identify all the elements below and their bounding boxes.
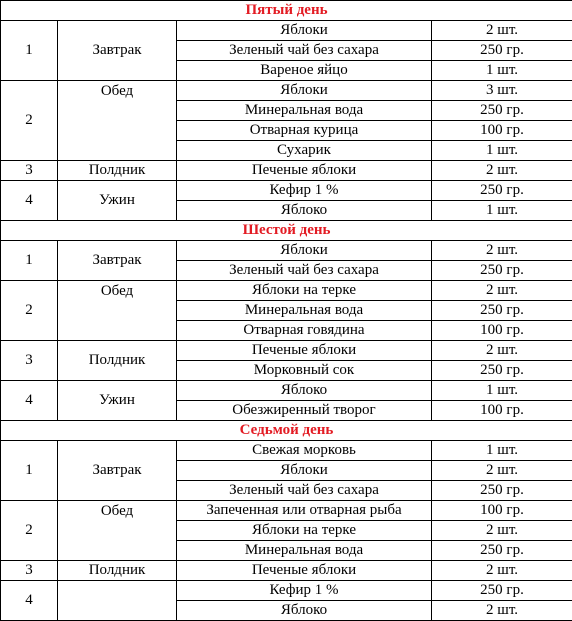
food-item: Минеральная вода [177,101,432,121]
food-item: Зеленый чай без сахара [177,481,432,501]
food-quantity: 250 гр. [432,41,572,61]
food-quantity: 250 гр. [432,361,572,381]
food-item: Минеральная вода [177,541,432,561]
food-quantity: 100 гр. [432,321,572,341]
food-quantity: 100 гр. [432,121,572,141]
food-quantity: 250 гр. [432,101,572,121]
food-quantity: 250 гр. [432,541,572,561]
food-item: Яблоко [177,601,432,621]
food-quantity: 100 гр. [432,401,572,421]
food-quantity: 2 шт. [432,521,572,541]
meal-number: 2 [1,501,58,561]
meal-name: Завтрак [58,21,177,81]
day-header-row [1,221,572,241]
meal-name [58,581,177,621]
food-item: Морковный сок [177,361,432,381]
food-quantity: 250 гр. [432,181,572,201]
meal-name: Завтрак [58,241,177,281]
food-item: Зеленый чай без сахара [177,261,432,281]
meal-item-row [1,441,572,461]
food-item: Отварная курица [177,121,432,141]
food-item: Яблоки [177,241,432,261]
day-header-row [1,421,572,441]
meal-number: 1 [1,21,58,81]
meal-number: 1 [1,241,58,281]
meal-item-row [1,501,572,521]
food-item: Яблоки на терке [177,521,432,541]
food-item: Яблоки на терке [177,281,432,301]
meal-number: 4 [1,381,58,421]
food-quantity: 2 шт. [432,21,572,41]
day-title: Шестой день [1,221,572,241]
meal-item-row [1,21,572,41]
meal-item-row [1,581,572,601]
meal-item-row [1,181,572,201]
food-item: Обезжиренный творог [177,401,432,421]
food-item: Яблоки [177,21,432,41]
food-quantity: 250 гр. [432,581,572,601]
food-item: Зеленый чай без сахара [177,41,432,61]
food-quantity: 2 шт. [432,561,572,581]
food-item: Яблоко [177,381,432,401]
food-quantity: 2 шт. [432,341,572,361]
meal-item-row [1,381,572,401]
meal-name: Ужин [58,381,177,421]
food-quantity: 2 шт. [432,461,572,481]
food-item: Отварная говядина [177,321,432,341]
meal-item-row [1,161,572,181]
day-title: Пятый день [1,1,572,21]
meal-number: 2 [1,81,58,161]
food-quantity: 2 шт. [432,241,572,261]
meal-name: Обед [58,281,177,341]
meal-name: Завтрак [58,441,177,501]
food-item: Сухарик [177,141,432,161]
meal-name: Полдник [58,161,177,181]
food-item: Яблоки [177,81,432,101]
food-item: Запеченная или отварная рыба [177,501,432,521]
food-item: Печеные яблоки [177,161,432,181]
food-quantity: 1 шт. [432,381,572,401]
food-quantity: 1 шт. [432,441,572,461]
food-quantity: 2 шт. [432,161,572,181]
meal-number: 4 [1,581,58,621]
food-item: Кефир 1 % [177,181,432,201]
food-quantity: 2 шт. [432,601,572,621]
meal-number: 4 [1,181,58,221]
food-quantity: 1 шт. [432,201,572,221]
food-item: Печеные яблоки [177,561,432,581]
food-quantity: 250 гр. [432,301,572,321]
food-item: Яблоки [177,461,432,481]
meal-name: Обед [58,81,177,161]
food-quantity: 2 шт. [432,281,572,301]
meal-item-row [1,341,572,361]
meal-item-row [1,81,572,101]
meal-number: 3 [1,161,58,181]
meal-number: 3 [1,561,58,581]
food-quantity: 1 шт. [432,141,572,161]
food-item: Яблоко [177,201,432,221]
meal-name: Ужин [58,181,177,221]
food-item: Минеральная вода [177,301,432,321]
meal-name: Полдник [58,561,177,581]
meal-name: Полдник [58,341,177,381]
meal-number: 1 [1,441,58,501]
food-quantity: 3 шт. [432,81,572,101]
meal-number: 3 [1,341,58,381]
meal-name: Обед [58,501,177,561]
food-quantity: 250 гр. [432,261,572,281]
day-title: Седьмой день [1,421,572,441]
food-item: Свежая морковь [177,441,432,461]
meal-number: 2 [1,281,58,341]
day-header-row [1,1,572,21]
food-item: Кефир 1 % [177,581,432,601]
food-quantity: 1 шт. [432,61,572,81]
meal-item-row [1,241,572,261]
food-quantity: 250 гр. [432,481,572,501]
food-item: Вареное яйцо [177,61,432,81]
food-quantity: 100 гр. [432,501,572,521]
meal-item-row [1,281,572,301]
meal-item-row [1,561,572,581]
food-item: Печеные яблоки [177,341,432,361]
